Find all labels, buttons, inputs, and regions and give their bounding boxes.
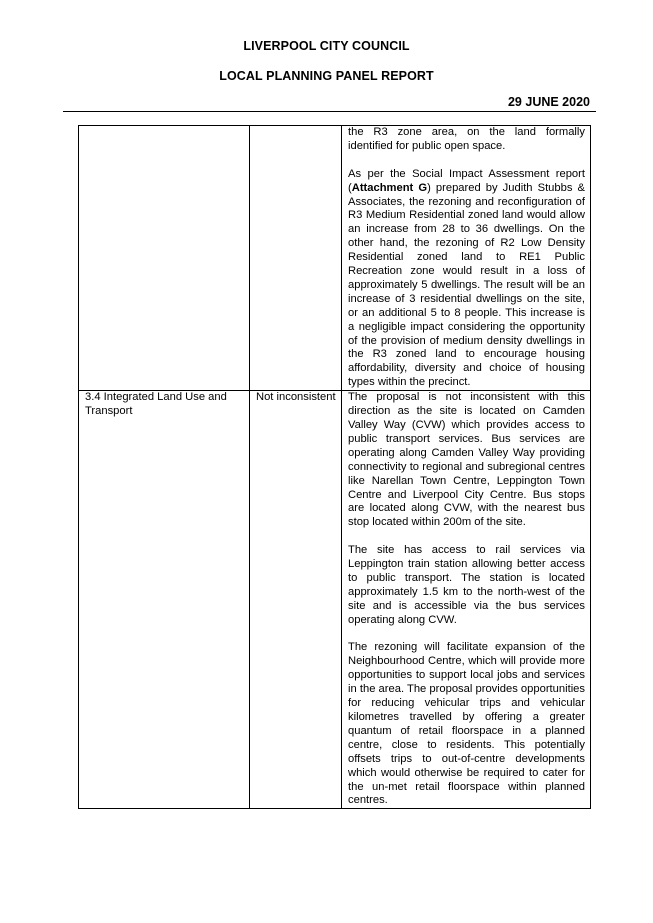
planning-direction-table <box>78 125 591 809</box>
header-rule <box>63 111 596 112</box>
comment-paragraph: The rezoning will facilitate expansion of the Neighbourhood Centre, which will provide more opportunities to support local jobs and services in the area. The proposal provides opportunities for reducing vehicular trips and vehicular kilometres travelled by offering a greater quantum of retail floorspace in a planned centre, close to residents. This potentially offsets trips to out-of-centre developments which would otherwise be required to cater for the un-met retail floorspace within planned centres. <box>348 641 585 807</box>
comment-cell <box>342 391 591 809</box>
comment-cell <box>342 126 591 391</box>
table-row <box>79 126 591 391</box>
direction-cell <box>79 126 250 391</box>
direction-cell: 3.4 Integrated Land Use and Transport <box>79 391 250 809</box>
consistency-cell <box>250 126 342 391</box>
table-row <box>79 391 591 809</box>
comment-paragraph: As per the Social Impact Assessment report (Attachment G) prepared by Judith Stubbs & Associates, the rezoning and reconfiguration of R3 Medium Residential zoned land would allow an increase from 28 to 36 dwellings. On the other hand, the rezoning of R2 Low Density Residential zoned land to RE1 Public Recreation zone would result in a loss of approximately 5 dwellings. The result will be an increase of 3 residential dwellings on the site, or an additional 5 to 8 people. This increase is a negligible impact considering the opportunity of the provision of medium density dwellings in the R3 zoned land to encourage housing affordability, diversity and choice of housing types within the precinct. <box>348 167 585 389</box>
council-title: LIVERPOOL CITY COUNCIL <box>243 39 410 53</box>
report-title: LOCAL PLANNING PANEL REPORT <box>219 69 434 83</box>
comment-paragraph: the R3 zone area, on the land formally identified for public open space. <box>348 126 585 152</box>
comment-paragraph: The site has access to rail services via Leppington train station allowing better access to public transport. The station is located approximately 1.5 km to the north-west of the site and is accessible via the bus services operating along CVW. <box>348 544 585 626</box>
consistency-cell: Not inconsistent <box>250 391 342 809</box>
comment-paragraph: The proposal is not inconsistent with this direction as the site is located on Camden Valley Way (CVW) which provides access to public transport services. Bus services are operating along Camden Valley Way providing connectivity to regional and subregional centres like Narellan Town Centre, Leppington Town Centre and Liverpool City Centre. Bus stops are located along CVW, with the nearest bus stop located within 200m of the site. <box>348 391 585 529</box>
report-date: 29 JUNE 2020 <box>507 95 590 109</box>
attachment-reference: Attachment G <box>351 181 428 194</box>
